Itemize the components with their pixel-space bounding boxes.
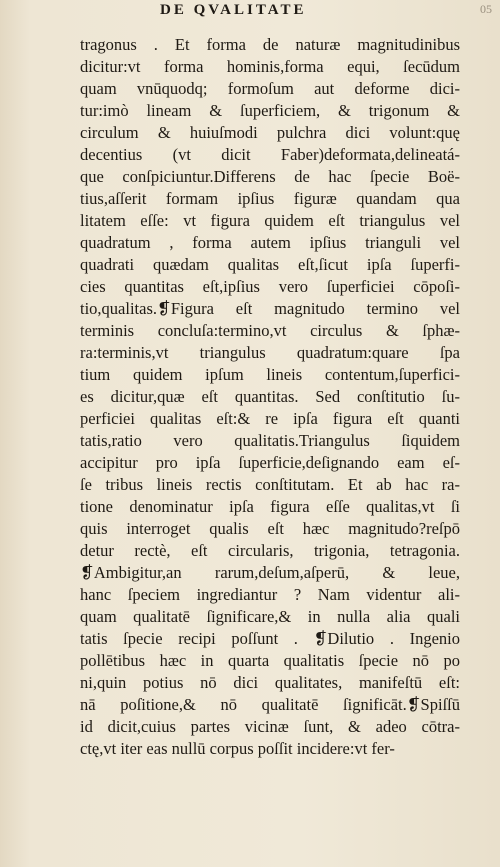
text-line: hanc ſpeciem ingrediantur ? Nam videntur ali- bbox=[80, 585, 460, 604]
text-line: ❡Ambigitur,an rarum,deſum,aſperū, & leue, bbox=[80, 563, 460, 582]
text-line: tione denominatur ipſa figura eſſe qualitas,vt ſi bbox=[80, 497, 460, 516]
running-head: DE QVALITATE bbox=[160, 2, 307, 18]
text-line: ſe tribus lineis rectis conſtitutam. Et ab hac ra- bbox=[80, 475, 460, 494]
text-line: nā poſitione,& nō qualitatē ſignificāt.❡Spiſſū bbox=[80, 695, 460, 714]
text-line: tatis ſpecie recipi poſſunt . ❡Dilutio . Ingenio bbox=[80, 629, 460, 648]
text-line: perficiei qualitas eſt:& re ipſa figura eſt quanti bbox=[80, 409, 460, 428]
text-line: quam qualitatē ſignificare,& in nulla alia quali bbox=[80, 607, 460, 626]
text-line: ni,quin potius nō dici qualitates, manifeſtū eſt: bbox=[80, 673, 460, 692]
text-line: tragonus . Et forma de naturæ magnitudinibus bbox=[80, 35, 460, 54]
text-line: accipitur pro ipſa ſuperficie,deſignando eam eſ- bbox=[80, 453, 460, 472]
text-line: tatis,ratio vero qualitatis.Triangulus ſiquidem bbox=[80, 431, 460, 450]
text-line: tur:imò lineam & ſuperficiem, & trigonum & bbox=[80, 101, 460, 120]
text-line: tius,aſſerit formam ipſius figuræ quandam qua bbox=[80, 189, 460, 208]
text-line: cies quantitas eſt,ipſius vero ſuperficiei cōpoſi- bbox=[80, 277, 460, 296]
text-line: ctę,vt iter eas nullū corpus poſſit incidere:vt fer- bbox=[80, 739, 395, 758]
text-line: es dicitur,quæ eſt quantitas. Sed conſtitutio ſu- bbox=[80, 387, 460, 406]
text-line: tio,qualitas.❡Figura eſt magnitudo termino vel bbox=[80, 299, 460, 318]
text-line: pollētibus hæc in quarta qualitatis ſpecie nō po bbox=[80, 651, 460, 670]
body-text bbox=[80, 34, 460, 760]
text-line: id dicit,cuius partes vicinæ ſunt, & adeo cōtra- bbox=[80, 717, 460, 736]
text-line: tium quidem ipſum lineis contentum,ſuperfici- bbox=[80, 365, 460, 384]
text-line: que conſpiciuntur.Differens de hac ſpecie Boë- bbox=[80, 167, 460, 186]
text-line: quadratum , forma autem ipſius trianguli vel bbox=[80, 233, 460, 252]
text-line: decentius (vt dicit Faber)deformata,delineatá- bbox=[80, 145, 460, 164]
text-line: dicitur:vt forma hominis,forma equi, ſecūdum bbox=[80, 57, 460, 76]
folio-number: 05 bbox=[480, 2, 492, 16]
text-line: ra:terminis,vt triangulus quadratum:quare ſpa bbox=[80, 343, 460, 362]
page-header bbox=[0, 2, 500, 20]
text-line: circulum & huiuſmodi pulchra dici volunt:quę bbox=[80, 123, 460, 142]
text-line: quam vnūquodq; formoſum aut deforme dici- bbox=[80, 79, 460, 98]
text-line: litatem eſſe: vt figura quidem eſt triangulus vel bbox=[80, 211, 460, 230]
text-line: detur rectè, eſt circularis, trigonia, tetragonia. bbox=[80, 541, 460, 560]
text-line: quadrati quædam qualitas eſt,ſicut ipſa ſuperfi- bbox=[80, 255, 460, 274]
text-line: quis interroget qualis eſt hæc magnitudo?reſpō bbox=[80, 519, 460, 538]
text-line: terminis concluſa:termino,vt circulus & ſphæ- bbox=[80, 321, 460, 340]
